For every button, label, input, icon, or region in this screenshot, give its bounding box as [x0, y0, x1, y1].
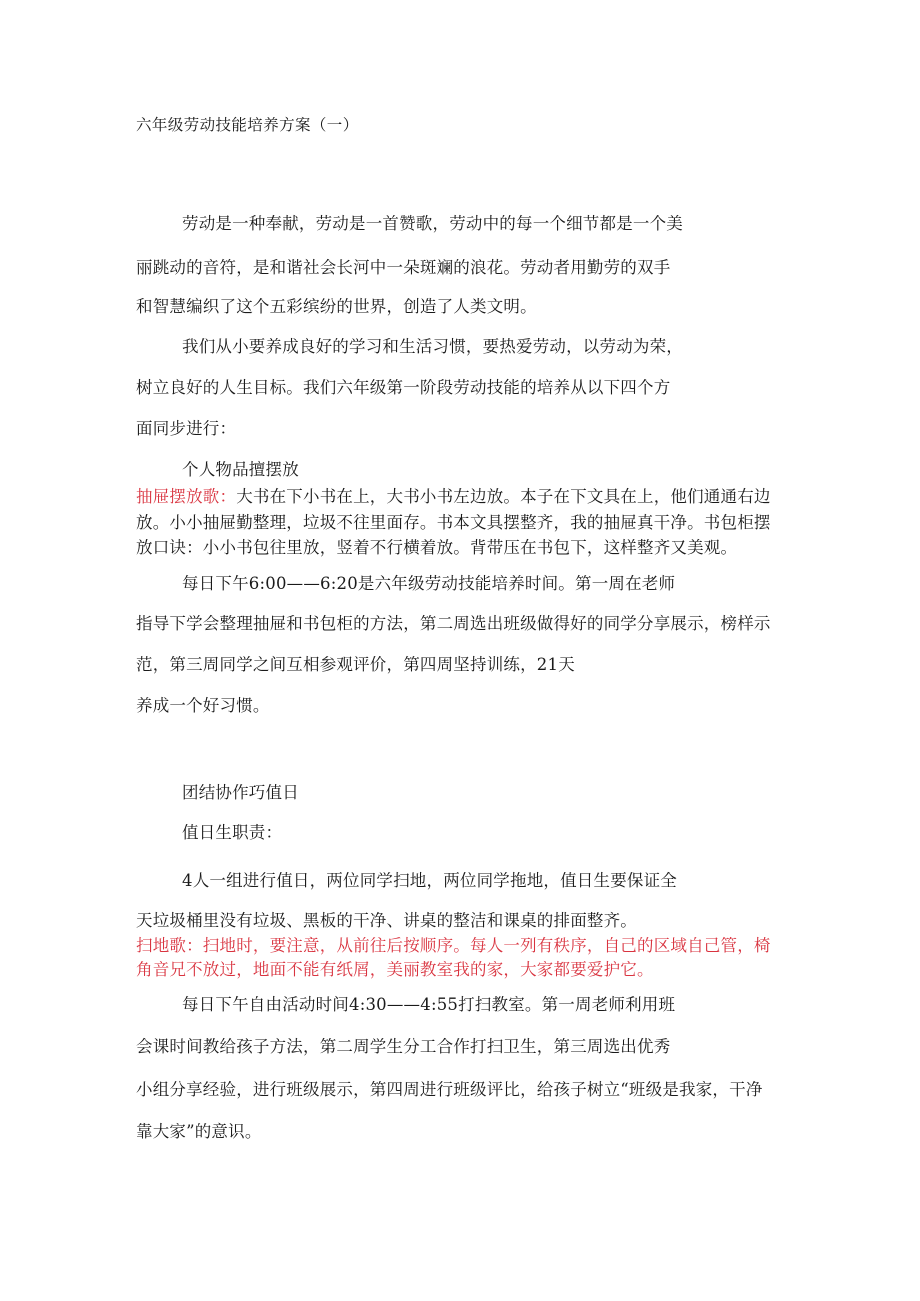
section2-schedule-line-1: 每日下午自由活动时间4:30——4:55打扫教室。第一周老师利用班 — [182, 995, 676, 1014]
section2-schedule-line-4: 靠大家”的意识。 — [136, 1122, 262, 1141]
habits-line-3: 面同步进行： — [136, 419, 237, 438]
drawer-song-text-1: 大书在下小书在上，大书小书左边放。本子在下文具在上，他们通通右边 — [236, 487, 771, 506]
drawer-song-label: 抽屉摆放歌： — [136, 487, 237, 506]
section1-heading: 个人物品擅摆放 — [182, 460, 299, 479]
drawer-song-line-2: 放。小小抽屉勤整理，垃圾不往里面存。书本文具摆整齐，我的抽屉真干净。书包柜摆 — [136, 513, 771, 532]
document-title: 六年级劳动技能培养方案（一） — [136, 116, 359, 134]
intro-line-3: 和智慧编织了这个五彩缤纷的世界，创造了人类文明。 — [136, 297, 537, 316]
habits-line-2: 树立良好的人生目标。我们六年级第一阶段劳动技能的培养从以下四个方 — [136, 378, 671, 397]
duty-line-2: 天垃圾桶里没有垃圾、黑板的干净、讲桌的整洁和课桌的排面整齐。 — [136, 911, 637, 930]
section2-heading: 团结协作巧值日 — [182, 783, 299, 802]
section1-schedule-line-2: 指导下学会整理抽屉和书包柜的方法，第二周选出班级做得好的同学分享展示，榜样示 — [136, 614, 771, 633]
habits-line-1: 我们从小要养成良好的学习和生活习惯，要热爱劳动，以劳动为荣， — [182, 337, 683, 356]
drawer-song-line-3: 放口诀：小小书包往里放，竖着不行横着放。背带压在书包下，这样整齐又美观。 — [136, 538, 738, 557]
section1-schedule-line-1: 每日下午6:00——6:20是六年级劳动技能培养时间。第一周在老师 — [182, 574, 676, 593]
section1-schedule-line-3: 范，第三周同学之间互相参观评价，第四周坚持训练，21天 — [136, 655, 575, 674]
drawer-song-line-1 — [136, 487, 771, 507]
section2-schedule-line-3: 小组分享经验，进行班级展示，第四周进行班级评比，给孩子树立“班级是我家，干净 — [136, 1080, 763, 1099]
duty-line-1: 4人一组进行值日，两位同学扫地，两位同学拖地，值日生要保证全 — [182, 871, 677, 890]
section1-schedule-line-4: 养成一个好习惯。 — [136, 696, 270, 715]
section2-schedule-line-2: 会课时间教给孩子方法，第二周学生分工合作打扫卫生，第三周选出优秀 — [136, 1037, 671, 1056]
section2-subheading: 值日生职责： — [182, 823, 283, 842]
intro-line-2: 丽跳动的音符，是和谐社会长河中一朵斑斓的浪花。劳动者用勤劳的双手 — [136, 258, 671, 277]
sweep-song-line-1: 扫地歌：扫地时，要注意，从前往后按顺序。每人一列有秩序，自己的区域自己管，椅 — [136, 936, 771, 955]
intro-line-1: 劳动是一种奉献，劳动是一首赞歌，劳动中的每一个细节都是一个美 — [182, 214, 683, 233]
sweep-song-line-2: 角音兄不放过，地面不能有纸屑，美丽教室我的家，大家都要爱护它。 — [136, 960, 654, 979]
